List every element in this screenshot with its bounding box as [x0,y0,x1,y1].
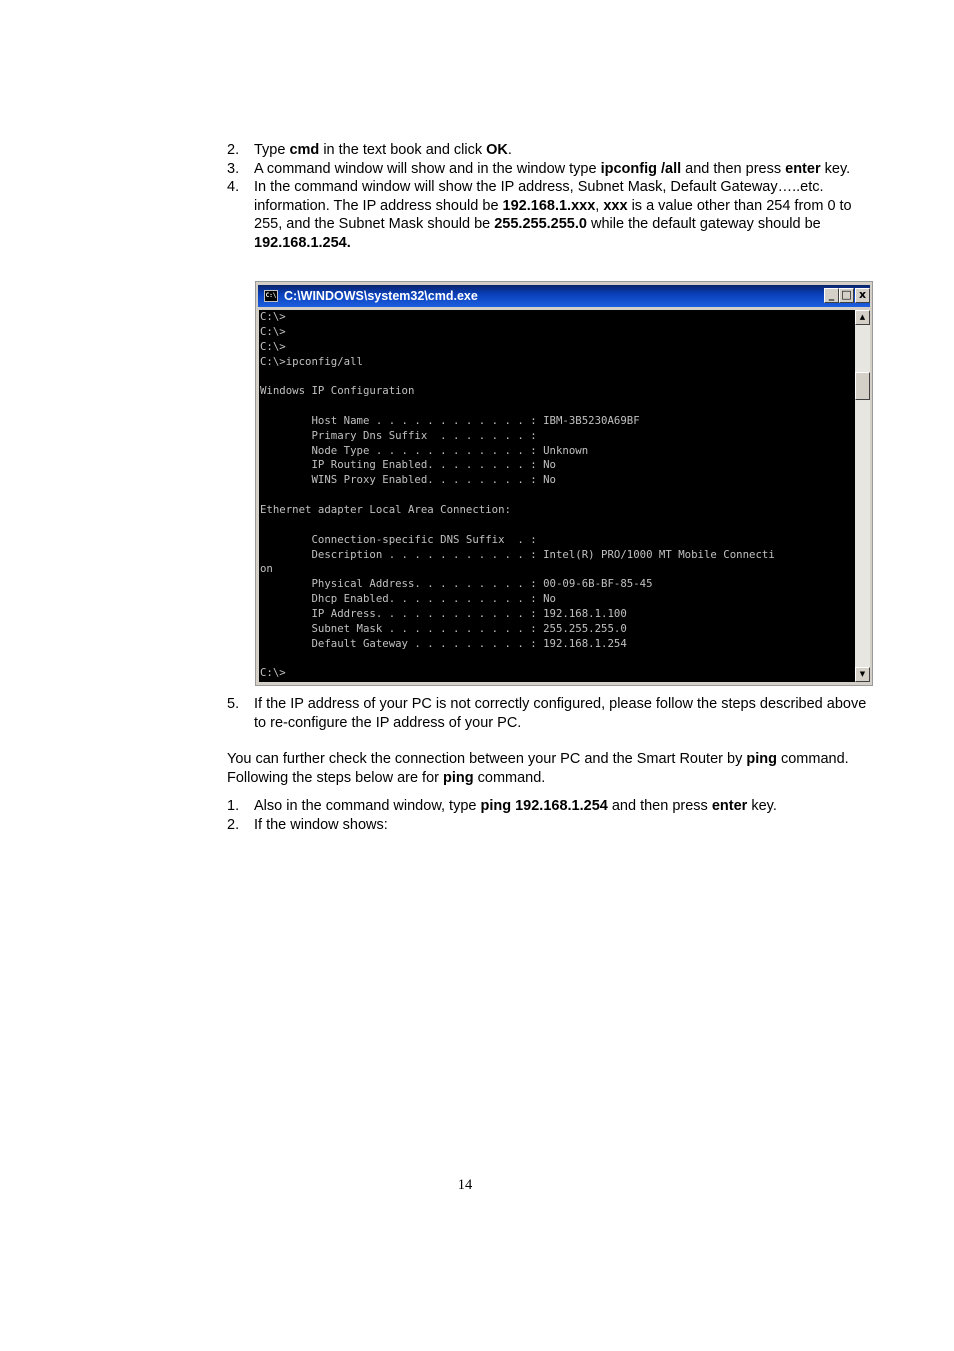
scroll-down-icon[interactable]: ▼ [855,667,870,682]
console-line: Default Gateway . . . . . . . . . : 192.168.1.254 [311,636,627,650]
text-run: command. [473,769,546,786]
text-run: command. Following the steps below are for [227,751,849,786]
close-button[interactable]: x [855,288,870,303]
list-item [227,816,867,835]
cmd-title-bar [258,285,870,307]
list-number: 3. [227,160,240,177]
console-line: C:\> [260,666,286,680]
steps-bottom-list [227,797,867,834]
list-number: 2. [227,816,240,833]
text-run: . [507,142,512,158]
bold-text: 255.255.255.0 [494,216,587,232]
list-text [254,141,867,160]
console-line: WINS Proxy Enabled. . . . . . . . : No [311,473,556,487]
bold-text: 192.168.1.254. [254,234,351,251]
text-run: and then press [681,160,786,177]
bold-text: enter [785,160,821,177]
list-item [227,141,867,160]
text-run: A command window will show and in the window type [254,160,601,177]
list-number: 2. [227,142,240,158]
list-item [227,797,867,816]
list-text [254,160,867,179]
console-line: on [260,562,273,576]
bold-text: ping [746,751,777,767]
console-line: Primary Dns Suffix . . . . . . . : [311,428,537,442]
console-line: C:\>ipconfig/all [260,354,363,368]
console-text [259,310,855,681]
bold-text: 192.168.1.xxx [502,197,596,214]
list-item [227,160,867,179]
bold-text: ping 192.168.1.254 [480,798,608,814]
console-line: Physical Address. . . . . . . . . : 00-09-6B-BF-85-45 [311,577,653,591]
bold-text: ipconfig /all [600,160,682,177]
list-item [227,695,867,732]
console-line: Node Type . . . . . . . . . . . . : Unknown [311,443,589,457]
console-icon: C:\ [264,290,278,302]
text-run: key. [747,798,777,814]
console-line: IP Address. . . . . . . . . . . . : 192.168.1.100 [311,606,627,620]
text-run: You can further check the connection between your PC and the Smart Router by [227,751,747,767]
console-line: Connection-specific DNS Suffix . : [311,532,537,546]
console-line: Host Name . . . . . . . . . . . . : IBM-3B5230A69BF [311,413,640,427]
console-line: Subnet Mask . . . . . . . . . . . : 255.255.255.0 [311,621,627,635]
list-text [254,797,867,816]
list-number: 1. [227,798,240,814]
cmd-window-screenshot [255,281,873,686]
scroll-up-icon[interactable]: ▲ [855,310,870,325]
text-run: Also in the command window, type [254,798,481,814]
console-line: Ethernet adapter Local Area Connection: [260,502,511,516]
console-output-area [259,310,855,682]
bold-text: cmd [289,142,320,158]
bold-text: OK [486,142,508,158]
text-run: In the command window will show the IP address, Subnet Mask, Default Gateway…..etc. information. The IP address should be [254,179,824,214]
steps-top-list [227,141,867,252]
scroll-thumb[interactable] [855,372,870,400]
list-number: 5. [227,696,240,712]
text-run: key. [820,160,851,177]
page-number: 14 [457,1177,473,1193]
list-number: 4. [227,179,240,195]
text-run: , [595,197,604,214]
text-run: is a value other than 254 from 0 to 255, and the Subnet Mask should be [254,197,852,232]
text-run: while the default gateway should be [586,216,821,232]
list-item [227,178,867,252]
bold-text: ping [443,769,474,786]
list-text [254,178,867,252]
paragraph-text [227,750,867,787]
bold-text: xxx [603,197,628,214]
text-run: in the text book and click [319,142,487,158]
bold-text: enter [711,798,748,814]
console-line: C:\> [260,310,286,323]
text-run: and then press [607,798,712,814]
console-line: Description . . . . . . . . . . . : Intel(R) PRO/1000 MT Mobile Connecti [311,547,775,561]
text-run: Type [254,142,290,158]
vertical-scrollbar[interactable] [855,310,870,682]
text-run: If the window shows: [254,816,388,833]
maximize-button[interactable]: □ [839,288,854,303]
ping-intro-paragraph [227,750,867,787]
step-5-list [227,695,867,732]
console-line: C:\> [260,324,286,338]
list-text [254,816,867,835]
console-line: C:\> [260,339,286,353]
console-line: Dhcp Enabled. . . . . . . . . . . : No [311,592,556,606]
cmd-window-title: C:\WINDOWS\system32\cmd.exe [284,289,478,303]
minimize-button[interactable]: _ [824,288,839,303]
console-line: IP Routing Enabled. . . . . . . . : No [311,458,556,472]
text-run: If the IP address of your PC is not correctly configured, please follow the steps described above to re-configure the IP address of your PC. [254,696,867,731]
list-text [254,695,867,732]
console-line: Windows IP Configuration [260,384,415,398]
